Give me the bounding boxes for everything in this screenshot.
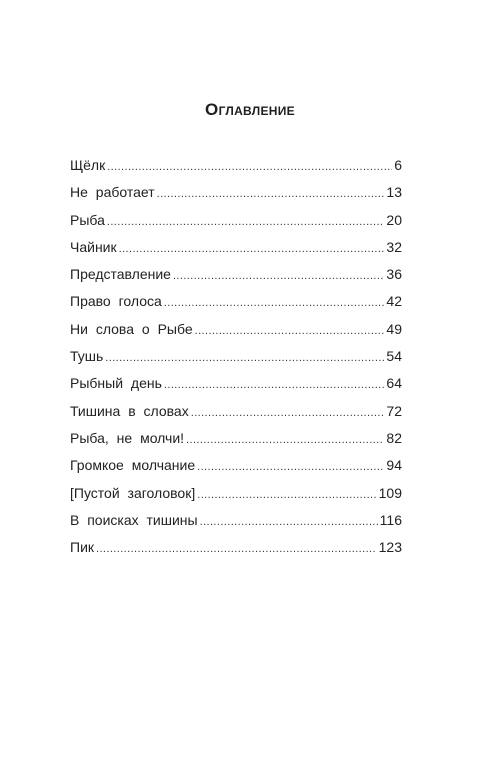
toc-entry-title: Тушь: [70, 348, 104, 365]
toc-entry: [70, 316, 402, 343]
toc-dot-leader: [96, 536, 377, 563]
toc-entry-title: Не работает: [70, 184, 155, 201]
toc-entry: [70, 152, 402, 179]
toc-dot-leader: [107, 209, 385, 236]
toc-entry: [70, 261, 402, 288]
toc-entry-page: 116: [379, 511, 402, 528]
toc-entry-page: 20: [386, 211, 402, 228]
toc-dot-leader: [191, 400, 385, 427]
toc-entry: [70, 534, 402, 561]
toc-entry-page: 13: [386, 184, 402, 201]
toc-dot-leader: [173, 263, 384, 290]
toc-heading: Оглавление: [205, 100, 295, 119]
toc-entry: [70, 234, 402, 261]
toc-entry-page: 49: [386, 320, 402, 337]
toc-entry-page: 36: [386, 266, 402, 283]
toc-entry-page: 82: [386, 429, 402, 446]
toc-entry-title: Щёлк: [70, 157, 106, 173]
toc-entry-page: 94: [386, 457, 402, 474]
toc-entry: [70, 343, 402, 370]
toc-entry-title: Пик: [70, 539, 95, 556]
toc-entry-title: Тишина в словах: [70, 402, 189, 419]
toc-entry-page: 72: [386, 402, 402, 419]
toc-entry-page: 109: [378, 484, 402, 501]
toc-entry-page: 64: [386, 375, 402, 392]
toc-entry-title: В поисках тишины: [70, 511, 198, 528]
toc-dot-leader: [164, 372, 385, 399]
toc-dot-leader: [107, 154, 392, 181]
toc-entry-page: 32: [386, 238, 402, 255]
toc-entry: [70, 288, 402, 315]
toc-entry-page: 6: [394, 157, 402, 173]
toc-entry-title: Рыбный день: [70, 375, 162, 392]
toc-entry: [70, 452, 402, 479]
toc-entry-title: Право голоса: [70, 293, 162, 310]
toc-entry: [70, 398, 402, 425]
toc-entry: [70, 480, 402, 507]
toc-entry-title: Рыба, не молчи!: [70, 429, 185, 446]
toc-entry-page: 42: [386, 293, 402, 310]
toc-list: [70, 152, 402, 561]
toc-dot-leader: [197, 454, 384, 481]
toc-dot-leader: [200, 509, 378, 536]
toc-entry: [70, 425, 402, 452]
toc-dot-leader: [164, 290, 385, 317]
toc-entry-page: 123: [378, 539, 402, 556]
toc-dot-leader: [186, 427, 384, 454]
toc-entry: [70, 507, 402, 534]
toc-entry-title: [Пустой заголовок]: [70, 484, 196, 501]
toc-dot-leader: [195, 318, 385, 345]
toc-entry-title: Представление: [70, 266, 171, 283]
toc-dot-leader: [157, 181, 385, 208]
toc-entry-title: Чайник: [70, 238, 117, 255]
toc-entry: [70, 207, 402, 234]
toc-dot-leader: [119, 236, 385, 263]
toc-dot-leader: [105, 345, 384, 372]
toc-entry-page: 54: [386, 348, 402, 365]
toc-entry-title: Рыба: [70, 211, 105, 228]
toc-entry: [70, 179, 402, 206]
toc-entry-title: Ни слова о Рыбе: [70, 320, 193, 337]
toc-entry-title: Громкое молчание: [70, 457, 196, 474]
toc-entry: [70, 370, 402, 397]
toc-dot-leader: [197, 482, 376, 509]
